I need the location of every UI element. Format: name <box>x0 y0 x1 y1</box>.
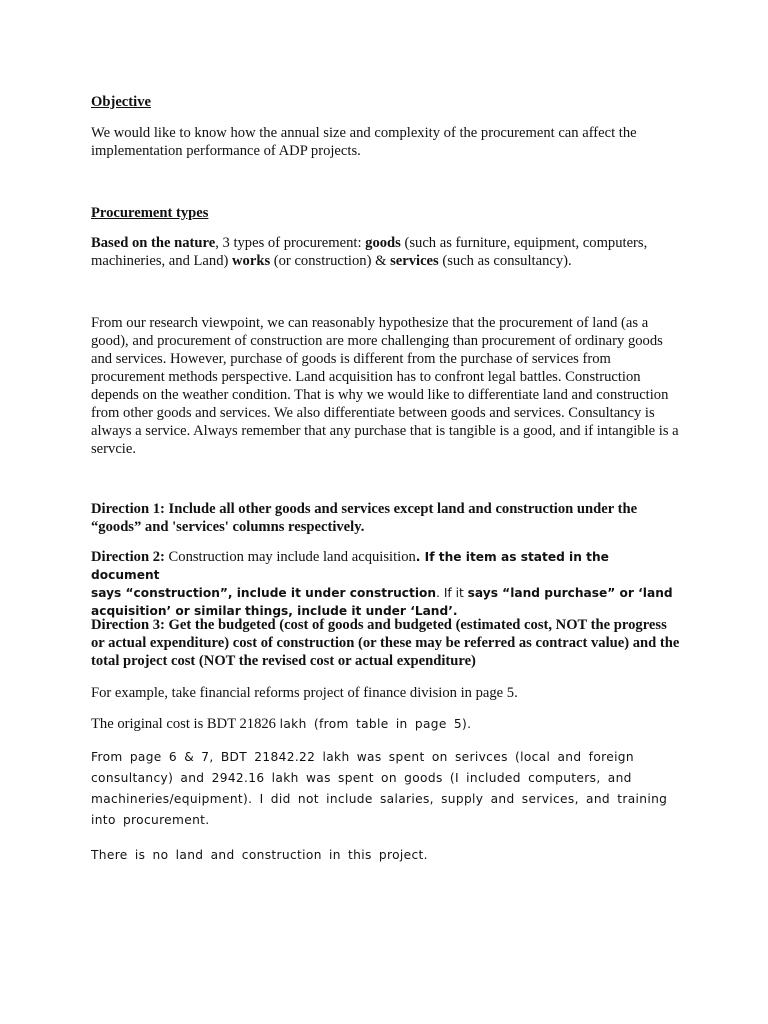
direction3-paragraph: Direction 3: Get the budgeted (cost of goods and budgeted (estimated cost, NOT the progress or actual expenditure) cost of construction (or these may be referred as contract value) and the total project cost (NOT the revised cost or actual expenditure) <box>91 617 680 669</box>
direction2-paragraph <box>91 548 681 620</box>
procurement-types-heading: Procurement types <box>91 205 209 221</box>
no-land-line: There is no land and construction in this project. <box>91 848 428 862</box>
spent-paragraph: From page 6 & 7, BDT 21842.22 lakh was spent on serivces (local and foreign consultancy) and 2942.16 lakh was spent on goods (I included computers, and machineries/equipment). I did not include salaries, supply and services, and training into procurement. <box>91 750 668 827</box>
original-cost-sans: lakh (from table in page 5). <box>279 717 472 731</box>
works-bold: works <box>232 253 271 269</box>
direction1-line2: “goods” and 'services' columns respectively. <box>91 519 365 535</box>
nature-bold: Based on the nature <box>91 235 216 251</box>
nature-text-1: , 3 types of procurement: <box>215 235 366 251</box>
direction2-text-3: says “construction”, include it under construction <box>91 586 437 600</box>
direction1-paragraph <box>91 500 681 536</box>
direction2-text-5: says “land purchase” or ‘land acquisition’ or similar things, include it under ‘Land’ <box>91 586 673 618</box>
procurement-types-text <box>91 234 681 270</box>
direction2-text-6: . <box>452 604 458 618</box>
example-intro: For example, take financial reforms project of finance division in page 5. <box>91 685 518 701</box>
direction2-label: Direction 2: <box>91 549 165 565</box>
direction1-line1: Direction 1: Include all other goods and services except land and construction under the <box>91 501 638 517</box>
direction2-text-1: Construction may include land acquisition <box>164 549 416 565</box>
direction2-text-4: . If it <box>436 586 468 600</box>
original-cost-serif: The original cost is BDT 21826 <box>91 716 280 732</box>
original-cost-line <box>91 715 681 733</box>
nature-text-4: (such as consultancy). <box>438 253 572 269</box>
goods-bold: goods <box>365 235 401 251</box>
nature-text-3: (or construction) & <box>270 253 391 269</box>
objective-heading: Objective <box>91 94 151 110</box>
viewpoint-paragraph: From our research viewpoint, we can reasonably hypothesize that the procurement of land (as a good), and procurement of construction are more challenging than procurement of ordinary goods and services. However, purchase of goods is different from the purchase of services from procurement methods perspective. Land acquisition has to confront legal battles. Construction depends on the weather condition. That is why we would like to differentiate land and construction from other goods and services. We also differentiate between goods and services. Consultancy is always a service. Always remember that any purchase that is tangible is a good, and if intangible is a servcie. <box>91 315 679 457</box>
nature-text-2: (such as furniture, equipment, computers, machineries, and Land) <box>91 235 648 269</box>
direction2-text-2: . If the item as stated in the document <box>91 550 609 582</box>
objective-text: We would like to know how the annual size and complexity of the procurement can affect the implementation performance of ADP projects. <box>91 125 637 159</box>
services-bold: services <box>390 253 439 269</box>
